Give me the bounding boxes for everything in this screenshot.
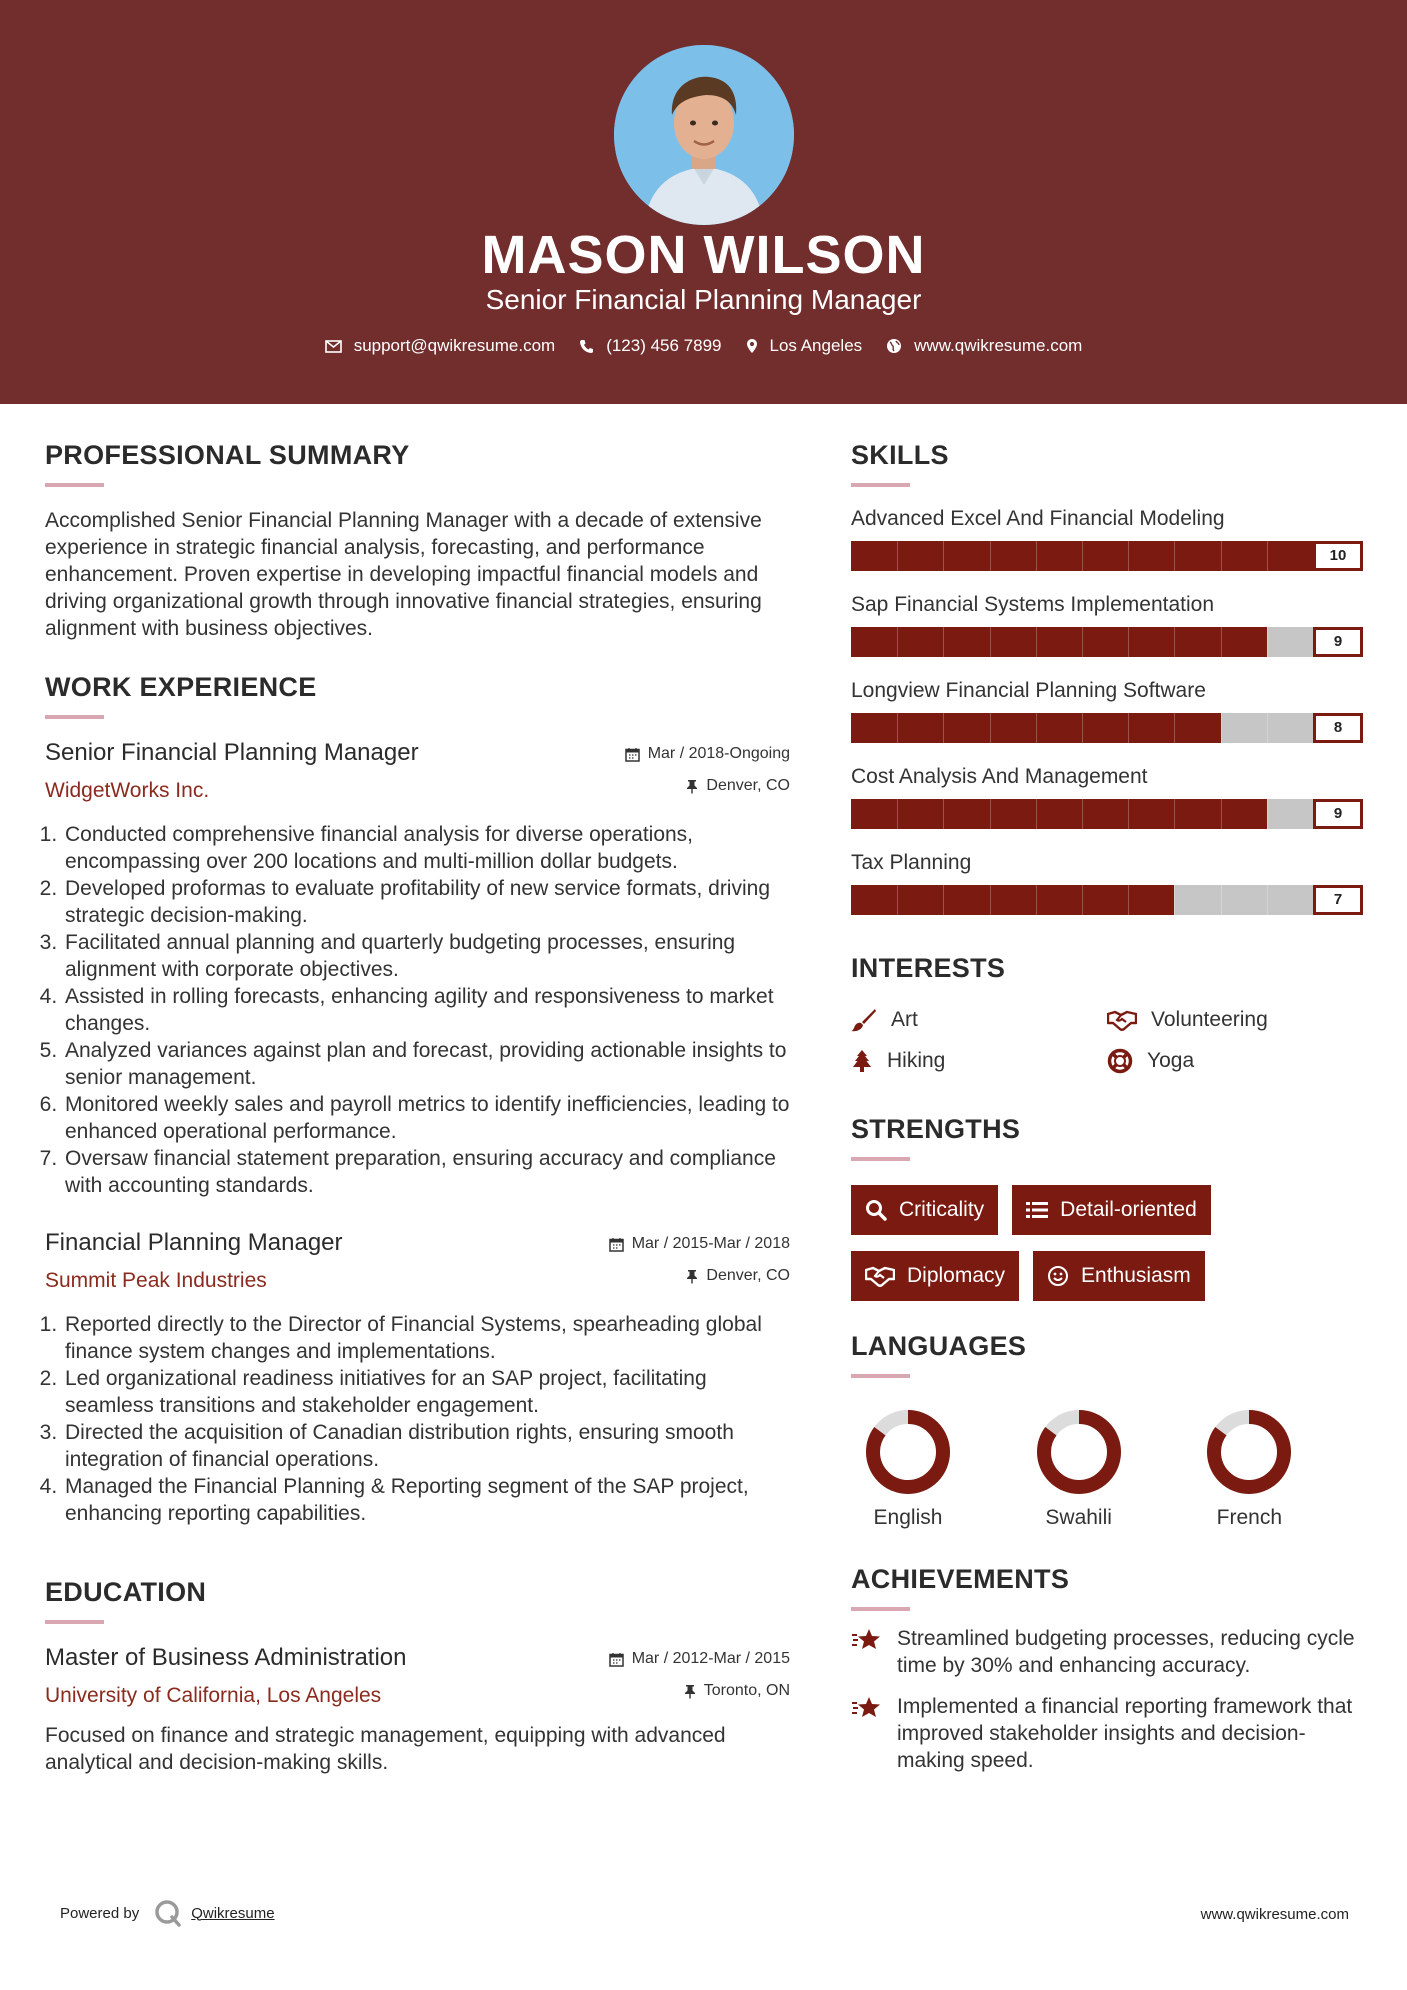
achievements-list	[851, 1625, 1363, 1774]
education-dates: Mar / 2012-Mar / 2015	[631, 1650, 790, 1667]
language-level-donut	[1037, 1410, 1121, 1494]
candidate-title: Senior Financial Planning Manager	[485, 284, 922, 315]
list-item: 5. Analyzed variances against plan and forecast, providing actionable insights to senior management.	[63, 1037, 790, 1091]
job-dates: Mar / 2018-Ongoing	[647, 745, 790, 762]
achievement-item	[851, 1625, 1363, 1679]
skill-name: Cost Analysis And Management	[851, 765, 1148, 788]
education-entry	[45, 1644, 790, 1776]
language-name: Swahili	[1045, 1506, 1112, 1529]
skill-bar	[851, 799, 1363, 829]
interests-heading: INTERESTS	[851, 953, 1006, 983]
section-divider	[45, 1620, 104, 1624]
strength-label: Diplomacy	[907, 1264, 1006, 1287]
interest-label: Yoga	[1147, 1049, 1195, 1072]
skill-bar-segment	[990, 627, 991, 657]
list-item: 4. Managed the Financial Planning & Reporting segment of the SAP project, enhancing reporting capabilities.	[63, 1473, 790, 1527]
skill-bar-segment	[1128, 713, 1129, 743]
achievement-text: Implemented a financial reporting framework that improved stakeholder insights and decision-making speed.	[897, 1695, 1353, 1772]
skill-name: Sap Financial Systems Implementation	[851, 593, 1214, 616]
skill-bar-segment	[1221, 799, 1222, 829]
skill-value: 10	[1313, 541, 1363, 571]
skill-bar-segment	[1036, 713, 1037, 743]
candidate-name: MASON WILSON	[481, 225, 926, 285]
job-meta	[609, 1233, 790, 1287]
skill-bar-segment	[1174, 799, 1175, 829]
list-item: 3. Facilitated annual planning and quarterly budgeting processes, ensuring alignment with corporate objectives.	[63, 929, 790, 983]
location-text: Los Angeles	[769, 336, 863, 355]
interest-item	[851, 1048, 1107, 1074]
person-photo-icon	[614, 45, 794, 225]
achievements-section	[851, 1564, 1363, 1774]
job-entry	[45, 1229, 790, 1527]
skill-bar-segment	[1174, 885, 1175, 915]
email-text: support@qwikresume.com	[353, 336, 556, 355]
contact-phone[interactable]	[579, 336, 721, 356]
degree-title: Master of Business Administration	[45, 1644, 407, 1671]
section-divider	[45, 483, 104, 487]
education-section	[45, 1577, 790, 1776]
star-icon	[851, 1627, 883, 1653]
skill-bar-segment	[1267, 627, 1268, 657]
skill-item	[851, 679, 1363, 743]
skill-name: Tax Planning	[851, 851, 972, 874]
strength-label: Enthusiasm	[1081, 1264, 1191, 1287]
skill-bar-segment	[1128, 627, 1129, 657]
summary-heading: PROFESSIONAL SUMMARY	[45, 440, 410, 470]
skill-bar-segment	[1128, 885, 1129, 915]
skill-bar-segment	[1267, 541, 1268, 571]
skill-bar-segment	[1221, 627, 1222, 657]
language-level-donut	[866, 1410, 950, 1494]
skill-bar	[851, 885, 1363, 915]
summary-section	[45, 440, 790, 642]
skills-list	[851, 507, 1363, 915]
skills-section	[851, 440, 1363, 915]
skill-bar-segment	[1082, 799, 1083, 829]
left-column	[45, 440, 790, 1776]
skill-item	[851, 593, 1363, 657]
contact-bar	[0, 336, 1407, 356]
interest-item	[1107, 1048, 1363, 1074]
language-name: French	[1216, 1506, 1283, 1529]
skill-bar-segment	[1128, 541, 1129, 571]
languages-list	[851, 1410, 1363, 1530]
skill-item	[851, 765, 1363, 829]
summary-text: Accomplished Senior Financial Planning Manager with a decade of extensive experience in strategic financial analysis, forecasting, and performance enhancement. Proven expertise in developing impactful financial models and driving organizational growth through innovative financial strategies, ensuring alignment with business objectives.	[45, 509, 762, 640]
skill-bar-segment	[1267, 713, 1268, 743]
calendar-icon	[625, 747, 640, 762]
job-location: Denver, CO	[706, 777, 790, 794]
list-icon	[1026, 1201, 1048, 1219]
achievements-heading: ACHIEVEMENTS	[851, 1564, 1070, 1594]
interest-label: Volunteering	[1151, 1008, 1268, 1031]
skill-bar-fill	[851, 885, 1174, 915]
list-item: 2. Developed proformas to evaluate profitability of new service formats, driving strategic decision-making.	[63, 875, 790, 929]
globe-icon	[886, 338, 902, 354]
skill-bar-fill	[851, 799, 1267, 829]
interest-item	[1107, 1008, 1363, 1032]
skill-bar-segment	[1082, 541, 1083, 571]
job-dates: Mar / 2015-Mar / 2018	[631, 1235, 790, 1252]
skill-bar-segment	[1036, 799, 1037, 829]
job-title: Financial Planning Manager	[45, 1229, 343, 1256]
language-item	[1022, 1410, 1193, 1530]
list-item: 4. Assisted in rolling forecasts, enhancing agility and responsiveness to market changes.	[63, 983, 790, 1037]
skill-bar-segment	[943, 541, 944, 571]
list-item: 1. Reported directly to the Director of Financial Systems, spearheading global finance system changes and implementations.	[63, 1311, 790, 1365]
language-level-donut	[1207, 1410, 1291, 1494]
pushpin-icon	[686, 1269, 698, 1284]
skill-bar-segment	[1221, 541, 1222, 571]
language-item	[1192, 1410, 1363, 1530]
achievement-text: Streamlined budgeting processes, reducing cycle time by 30% and enhancing accuracy.	[897, 1627, 1355, 1677]
envelope-icon	[325, 340, 342, 353]
skill-bar-segment	[1174, 627, 1175, 657]
footer-powered-by	[60, 1898, 275, 1928]
skills-heading: SKILLS	[851, 440, 949, 470]
website-text: www.qwikresume.com	[914, 336, 1083, 355]
contact-email[interactable]	[325, 336, 556, 356]
skill-bar-segment	[1267, 885, 1268, 915]
tree-icon	[851, 1049, 873, 1073]
job-location: Denver, CO	[706, 1267, 790, 1284]
skill-bar-segment	[897, 713, 898, 743]
skill-bar-segment	[990, 799, 991, 829]
list-item: 1. Conducted comprehensive financial analysis for diverse operations, encompassing over 200 locations and multi-million dollar budgets.	[63, 821, 790, 875]
skill-bar-segment	[1082, 713, 1083, 743]
skill-item	[851, 851, 1363, 915]
section-divider	[45, 715, 104, 719]
list-item: 2. Led organizational readiness initiatives for an SAP project, facilitating seamless transitions and stakeholder engagement.	[63, 1365, 790, 1419]
strength-badge	[851, 1251, 1019, 1301]
star-icon	[851, 1695, 883, 1721]
job-title: Senior Financial Planning Manager	[45, 739, 419, 766]
smile-icon	[1047, 1265, 1069, 1287]
skill-bar-segment	[1128, 799, 1129, 829]
language-item	[851, 1410, 1022, 1530]
job-company: Summit Peak Industries	[45, 1269, 267, 1292]
school-name: University of California, Los Angeles	[45, 1684, 382, 1707]
skill-bar	[851, 627, 1363, 657]
skill-item	[851, 507, 1363, 571]
job-meta	[625, 743, 790, 797]
skill-bar-segment	[1267, 799, 1268, 829]
powered-by-text: Powered by	[60, 1904, 140, 1922]
skill-bar-segment	[1174, 541, 1175, 571]
skill-bar-segment	[990, 541, 991, 571]
handshake-icon	[1107, 1009, 1137, 1031]
skill-bar-segment	[943, 627, 944, 657]
education-location: Toronto, ON	[703, 1682, 790, 1699]
list-item: 3. Directed the acquisition of Canadian distribution rights, ensuring smooth integration of financial operations.	[63, 1419, 790, 1473]
resume-header	[0, 0, 1407, 404]
section-divider	[851, 1607, 910, 1611]
strength-badge	[1033, 1251, 1205, 1301]
paintbrush-icon	[851, 1008, 877, 1032]
skill-bar-segment	[1221, 885, 1222, 915]
skill-bar-segment	[990, 713, 991, 743]
skill-bar-segment	[1174, 713, 1175, 743]
handshake-icon	[865, 1265, 895, 1287]
job-bullets	[45, 821, 790, 1199]
contact-website[interactable]	[886, 336, 1082, 356]
skill-bar	[851, 541, 1363, 571]
languages-heading: LANGUAGES	[851, 1331, 1027, 1361]
skill-bar-segment	[1082, 885, 1083, 915]
qwikresume-link[interactable]: Qwikresume	[191, 1904, 275, 1922]
skill-bar-segment	[1036, 885, 1037, 915]
interest-label: Art	[891, 1008, 918, 1031]
interests-list	[851, 1008, 1363, 1074]
interest-item	[851, 1008, 1107, 1032]
strengths-heading: STRENGTHS	[851, 1114, 1021, 1144]
skill-bar-segment	[897, 627, 898, 657]
skill-name: Longview Financial Planning Software	[851, 679, 1206, 702]
strengths-section	[851, 1114, 1363, 1301]
experience-heading: WORK EXPERIENCE	[45, 672, 317, 702]
job-entry	[45, 739, 790, 1199]
strength-badge	[1012, 1185, 1211, 1235]
strength-badge	[851, 1185, 998, 1235]
section-divider	[851, 1157, 910, 1161]
education-heading: EDUCATION	[45, 1577, 207, 1607]
phone-text: (123) 456 7899	[606, 336, 722, 355]
skill-value: 8	[1313, 713, 1363, 743]
language-name: English	[873, 1506, 943, 1529]
skill-value: 9	[1313, 627, 1363, 657]
search-icon	[865, 1199, 887, 1221]
skill-bar-segment	[943, 885, 944, 915]
skill-bar-fill	[851, 541, 1363, 571]
strength-label: Criticality	[899, 1198, 985, 1221]
map-pin-icon	[746, 338, 758, 354]
contact-location	[746, 336, 863, 356]
skill-bar-segment	[897, 541, 898, 571]
strengths-list	[851, 1185, 1363, 1301]
job-company: WidgetWorks Inc.	[45, 779, 210, 802]
section-divider	[851, 1374, 910, 1378]
languages-section	[851, 1331, 1363, 1530]
list-item: 6. Monitored weekly sales and payroll metrics to identify inefficiencies, leading to enhanced operational performance.	[63, 1091, 790, 1145]
education-meta	[609, 1648, 790, 1702]
skill-bar-fill	[851, 627, 1267, 657]
phone-icon	[579, 339, 594, 354]
qwikresume-logo-icon	[153, 1898, 183, 1928]
pushpin-icon	[684, 1684, 696, 1699]
skill-value: 9	[1313, 799, 1363, 829]
skill-bar-segment	[897, 799, 898, 829]
right-column	[851, 440, 1363, 1774]
calendar-icon	[609, 1652, 624, 1667]
footer-website[interactable]: www.qwikresume.com	[1200, 1906, 1349, 1923]
education-description: Focused on finance and strategic management, equipping with advanced analytical and decision-making skills.	[45, 1724, 726, 1774]
achievement-item	[851, 1693, 1363, 1774]
skill-bar-segment	[1221, 713, 1222, 743]
skill-bar-segment	[990, 885, 991, 915]
section-divider	[851, 483, 910, 487]
calendar-icon	[609, 1237, 624, 1252]
skill-bar	[851, 713, 1363, 743]
skill-bar-segment	[1082, 627, 1083, 657]
skill-bar-segment	[1036, 627, 1037, 657]
list-item: 7. Oversaw financial statement preparation, ensuring accuracy and compliance with accounting standards.	[63, 1145, 790, 1199]
lifering-icon	[1107, 1048, 1133, 1074]
skill-value: 7	[1313, 885, 1363, 915]
skill-bar-segment	[897, 885, 898, 915]
interest-label: Hiking	[887, 1049, 946, 1072]
skill-bar-segment	[943, 713, 944, 743]
experience-section	[45, 672, 790, 1527]
skill-bar-segment	[1036, 541, 1037, 571]
pushpin-icon	[686, 779, 698, 794]
strength-label: Detail-oriented	[1060, 1198, 1197, 1221]
job-bullets	[45, 1311, 790, 1527]
avatar	[614, 45, 794, 225]
skill-bar-segment	[943, 799, 944, 829]
interests-section	[851, 953, 1363, 1074]
skill-name: Advanced Excel And Financial Modeling	[851, 507, 1225, 530]
